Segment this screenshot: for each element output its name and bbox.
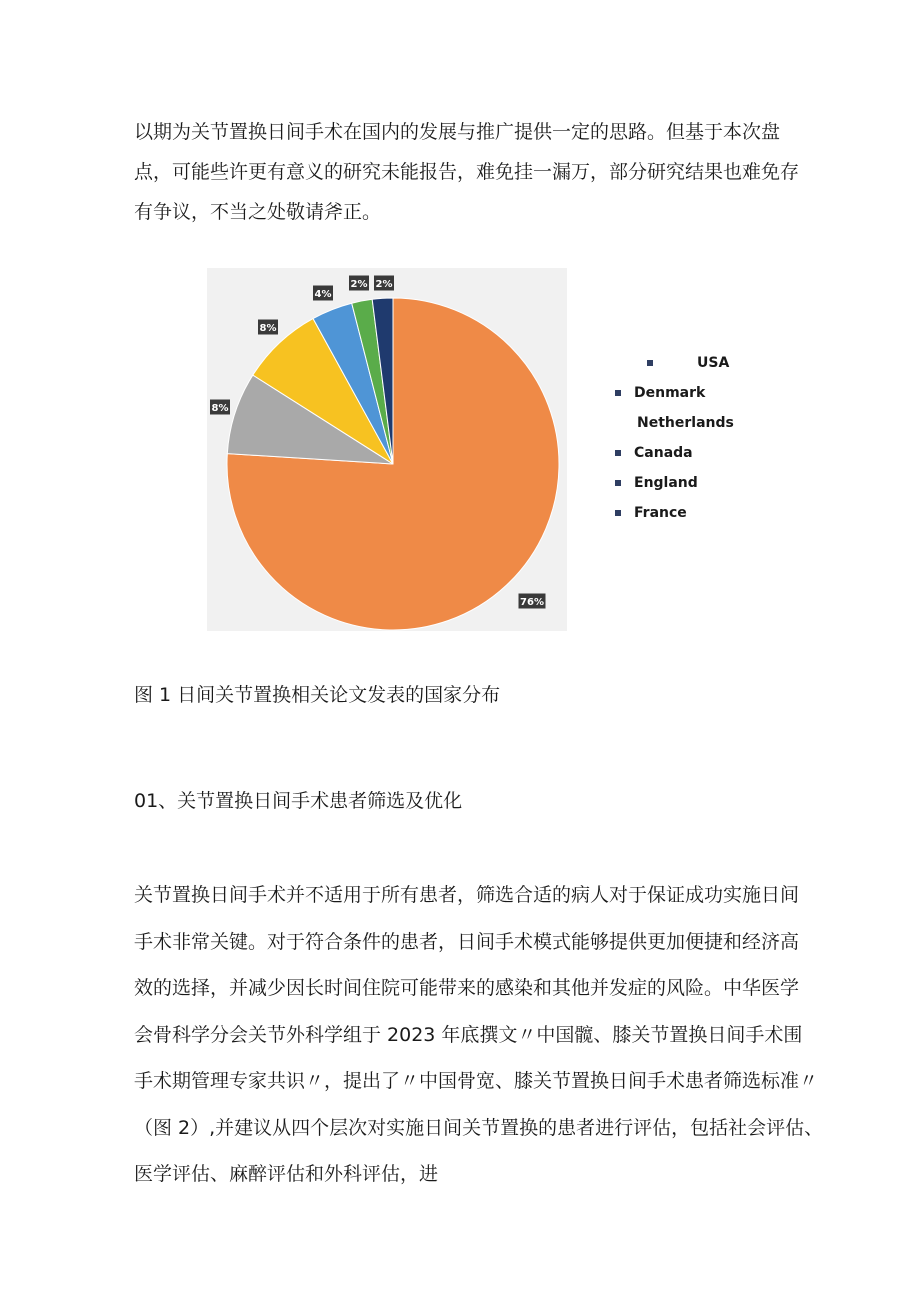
legend-label: Denmark [634, 385, 706, 401]
legend-item-denmark [612, 380, 762, 410]
data-label-canada [313, 286, 333, 301]
intro-paragraph [134, 112, 799, 232]
intro-line: 以期为关节置换日间手术在国内的发展与推广提供一定的思路。但基于本次盘 [134, 121, 781, 143]
data-label-usa [519, 594, 546, 609]
intro-line: 点，可能些许更有意义的研究未能报告，难免挂一漏万，部分研究结果也难免存 [134, 161, 800, 183]
body-line: 手术非常关键。对于符合条件的患者，日间手术模式能够提供更加便捷和经济高 [134, 930, 800, 953]
legend-item-france [612, 500, 762, 530]
legend-item-usa [612, 350, 762, 380]
legend-item-netherlands [612, 410, 762, 440]
data-label-denmark [210, 400, 230, 415]
data-label-text: 76% [520, 597, 544, 608]
chart-legend [612, 350, 762, 530]
pie-chart-svg [207, 268, 567, 631]
legend-label: Canada [634, 445, 693, 461]
pie-chart [207, 268, 567, 631]
legend-label: USA [697, 355, 730, 371]
data-label-netherlands [258, 320, 278, 335]
legend-label: Netherlands [637, 415, 734, 431]
legend-item-england [612, 470, 762, 500]
legend-label: France [634, 505, 687, 521]
legend-marker [615, 390, 621, 396]
section-heading: 01、关节置换日间手术患者筛选及优化 [134, 790, 463, 812]
data-label-text: 2% [375, 279, 393, 290]
legend-item-canada [612, 440, 762, 470]
data-label-france [374, 276, 394, 291]
legend-marker [615, 480, 621, 486]
body-line: 效的选择，并减少因长时间住院可能带来的感染和其他并发症的风险。中华医学 [134, 977, 800, 999]
data-label-england [349, 276, 369, 291]
figure-caption: 图 1 日间关节置换相关论文发表的国家分布 [134, 684, 501, 706]
data-label-text: 8% [211, 403, 229, 414]
data-label-text: 8% [259, 323, 277, 334]
data-label-text: 2% [350, 279, 368, 290]
body-line: 手术期管理专家共识〃，提出了〃中国骨宽、膝关节置换日间手术患者筛选标准〃 [134, 1070, 819, 1092]
intro-line: 有争议，不当之处敬请斧正。 [134, 201, 382, 223]
body-line: 医学评估、麻醉评估和外科评估，进 [134, 1163, 439, 1185]
data-label-text: 4% [314, 289, 332, 300]
legend-marker [615, 450, 621, 456]
body-line: （图 2）,并建议从四个层次对实施日间关节置换的患者进行评估，包括社会评估、 [134, 1116, 824, 1139]
body-line: 关节置换日间手术并不适用于所有患者，筛选合适的病人对于保证成功实施日间 [134, 884, 800, 906]
legend-marker [647, 360, 653, 366]
body-paragraph [134, 872, 823, 1198]
legend-label: England [634, 475, 698, 491]
body-line: 会骨科学分会关节外科学组于 2023 年底撰文〃中国髋、膝关节置换日间手术围 [134, 1023, 803, 1046]
legend-marker [615, 510, 621, 516]
